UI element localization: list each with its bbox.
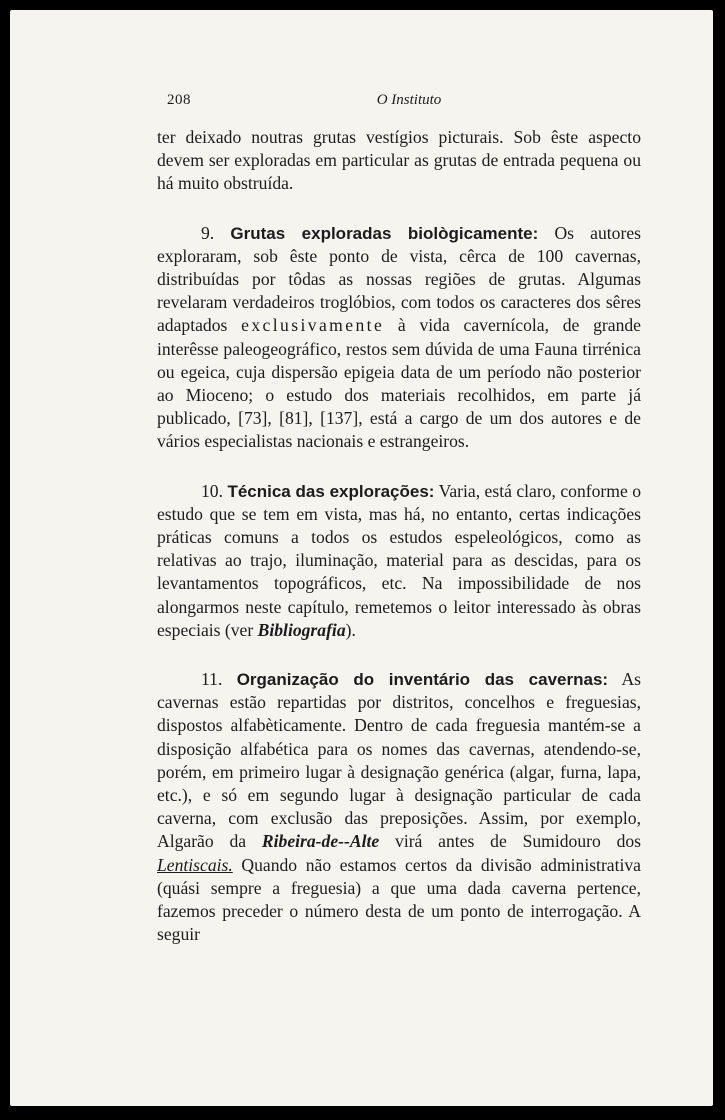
section-10-text-2: ). [345, 619, 356, 640]
section-10-number: 10. [201, 480, 223, 501]
body-text [157, 126, 641, 947]
page-number: 208 [167, 92, 191, 108]
section-9-paragraph [157, 222, 641, 454]
section-11-text-3: Quando não estamos certos da divisão administrativa (quási sempre a freguesia) a que uma dada caverna pertence, fazemos preceder o número desta de um ponto de interrogação. A seguir [157, 854, 641, 945]
section-9-number: 9. [201, 222, 215, 243]
running-title: O Instituto [376, 92, 442, 108]
section-9-emphasis: exclusivamente [241, 315, 385, 336]
page-header [167, 92, 651, 114]
section-11-heading: Organização do inventário das cavernas: [236, 670, 609, 690]
section-11-number: 11. [201, 669, 223, 690]
section-9-text-2: à vida cavernícola, de grande interêsse paleogeográfico, restos sem dúvida de uma Fauna tirrénica ou egeica, cuja dispersão epigeia data de um período não posterior ao Mioceno; o estudo dos materiais recolhidos, em parte já publicado, [73], [81], [137], está a cargo de um dos autores e de vários especialistas nacionais e estrangeiros. [157, 315, 641, 452]
section-10-heading: Técnica das explorações: [227, 481, 435, 501]
section-9-text-1: Os autores exploraram, sob êste ponto de vista, cêrca de 100 cavernas, distribuídas por tôdas as nossas regiões de grutas. Algumas revelaram verdadeiros troglóbios, com todos os caracteres dos sêres adaptados [157, 222, 641, 336]
section-11-place-lentiscais: Lentiscais. [157, 854, 233, 875]
section-11-paragraph [157, 668, 641, 946]
continuation-paragraph: ter deixado noutras grutas vestígios picturais. Sob êste aspecto devem ser exploradas em particular as grutas de entrada pequena ou há muito obstruída. [157, 127, 641, 194]
section-10-bibliography-ref: Bibliografia [257, 619, 346, 640]
section-10-paragraph [157, 480, 641, 642]
section-10-text-1: Varia, está claro, conforme o estudo que se tem em vista, mas há, no entanto, certas indicações práticas comuns a todos os estudos espeleológicos, como as relativas ao trajo, iluminação, material para as descidas, para os levantamentos topográficos, etc. Na impossibilidade de nos alongarmos neste capítulo, remetemos o leitor interessado às obras especiais (ver [157, 480, 641, 640]
section-11-text-2: virá antes de Sumidouro dos [395, 831, 642, 852]
section-11-place-ribeira-de-alte: Ribeira-de--Alte [261, 831, 380, 852]
section-9-heading: Grutas exploradas biològicamente: [230, 223, 539, 243]
section-11-text-1: As cavernas estão repartidas por distritos, concelhos e freguesias, dispostos alfabèticamente. Dentro de cada freguesia mantém-se a disposição alfabética para os nomes das cavernas, atendendo-se, porém, em primeiro lugar à designação genérica (algar, furna, lapa, etc.), e só em segundo lugar à designação particular de cada caverna, com exclusão das preposições. Assim, por exemplo, Algarão da [157, 669, 641, 852]
